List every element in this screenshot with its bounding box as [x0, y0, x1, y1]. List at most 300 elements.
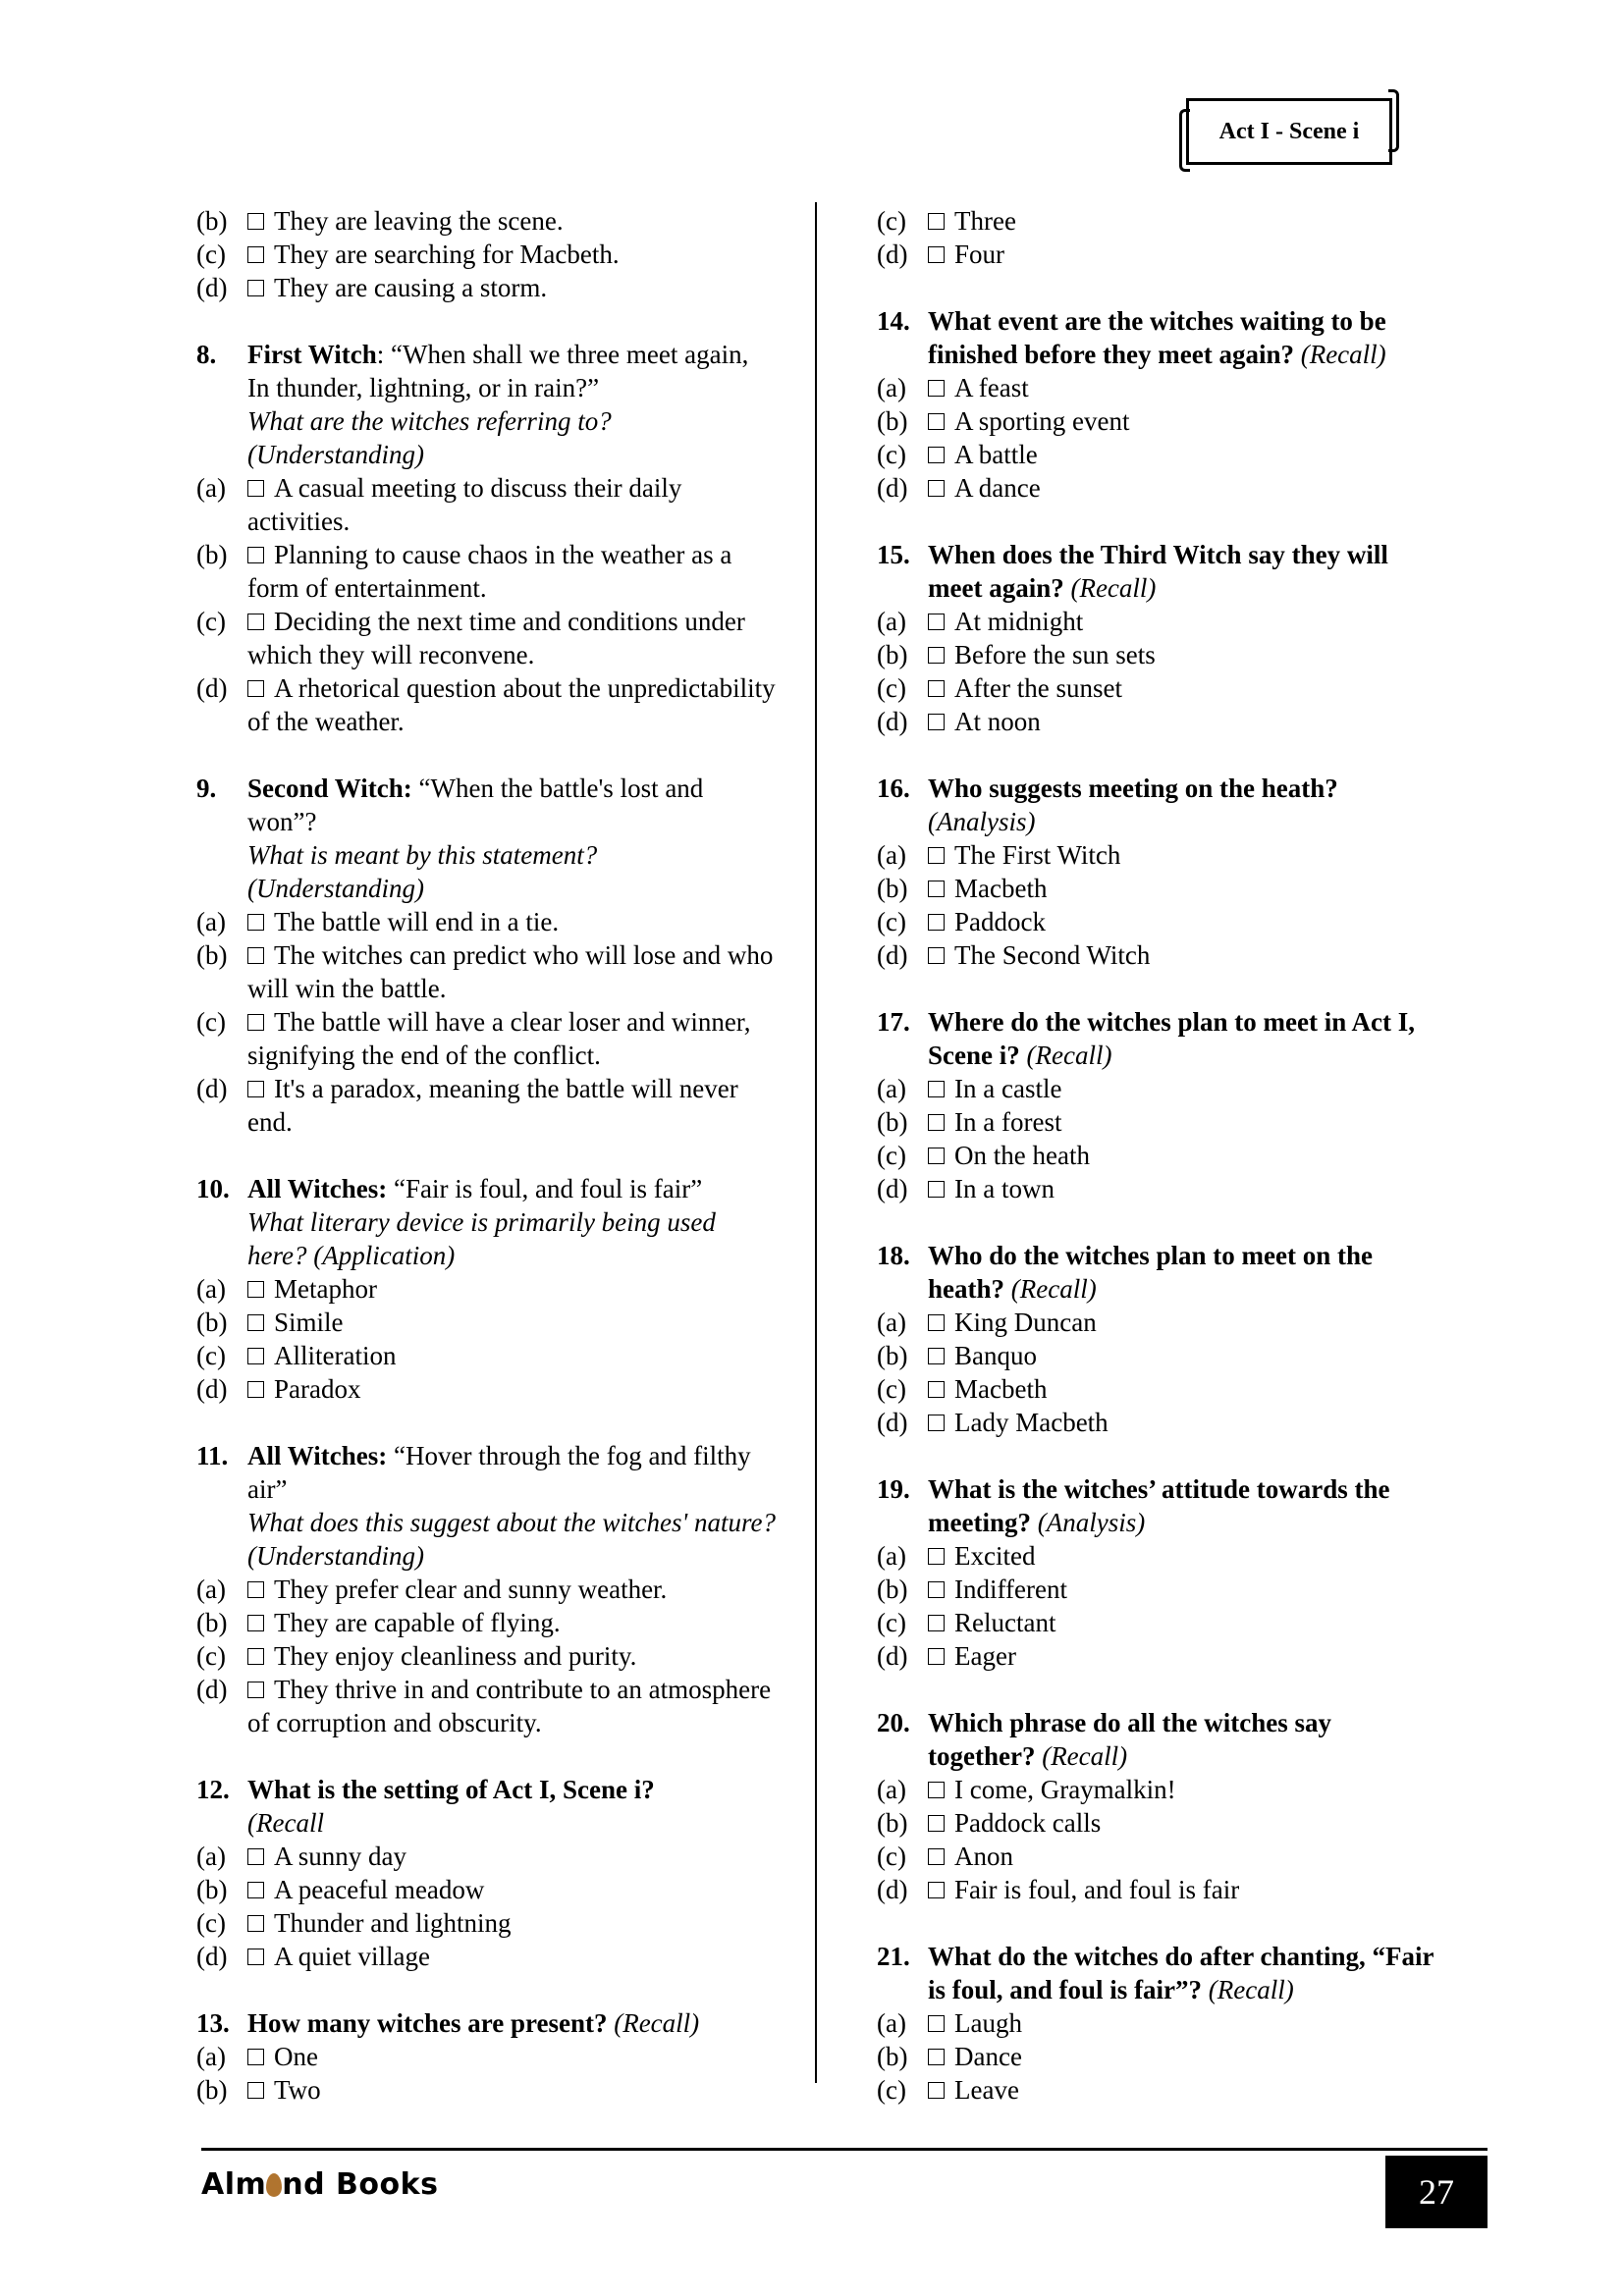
option-text: A casual meeting to discuss their daily activities.	[247, 473, 682, 536]
checkbox[interactable]	[247, 614, 264, 630]
option-text: Two	[274, 2075, 321, 2105]
option-text: Lady Macbeth	[954, 1408, 1109, 1437]
option-key: (d)	[877, 940, 908, 970]
checkbox[interactable]	[928, 680, 945, 697]
checkbox[interactable]	[247, 213, 264, 230]
answer-option	[877, 1840, 1436, 1873]
option-key: (c)	[196, 240, 226, 269]
option-text: One	[274, 2042, 318, 2071]
speaker-name: Second Witch:	[247, 774, 412, 803]
bloom-level: (Recall)	[1070, 573, 1157, 603]
answer-option	[877, 638, 1436, 671]
question-stem	[877, 1706, 1436, 1773]
option-key: (a)	[877, 1541, 906, 1571]
option-key: (a)	[877, 373, 906, 402]
checkbox[interactable]	[247, 1615, 264, 1631]
question-block	[877, 1472, 1436, 1673]
option-text: Paddock calls	[954, 1808, 1102, 1838]
option-text: Paradox	[274, 1374, 361, 1404]
brand-logo-text-2: nd Books	[282, 2167, 439, 2202]
answer-option	[877, 204, 1436, 238]
option-key: (d)	[877, 1875, 908, 1904]
answer-option	[196, 1639, 776, 1673]
checkbox[interactable]	[928, 413, 945, 430]
question-stem	[877, 538, 1436, 605]
question-number: 11.	[196, 1441, 229, 1470]
question-block	[877, 1706, 1436, 1906]
option-text: A feast	[954, 373, 1029, 402]
option-text: Fair is foul, and foul is fair	[954, 1875, 1240, 1904]
bloom-level: (Recall)	[1010, 1274, 1097, 1304]
checkbox[interactable]	[247, 2082, 264, 2099]
option-key: (c)	[877, 907, 906, 936]
answer-option	[877, 905, 1436, 938]
option-key: (c)	[877, 673, 906, 703]
option-key: (c)	[196, 1341, 226, 1370]
answer-option	[196, 1072, 776, 1139]
option-key: (b)	[877, 874, 908, 903]
question-text: Who suggests meeting on the heath?	[928, 774, 1338, 803]
option-key: (c)	[196, 1908, 226, 1938]
checkbox[interactable]	[928, 2082, 945, 2099]
option-key: (a)	[877, 840, 906, 870]
question-stem	[196, 2006, 776, 2040]
answer-option	[196, 1339, 776, 1372]
option-text: At midnight	[954, 607, 1084, 636]
option-text: Planning to cause chaos in the weather as a form of entertainment.	[247, 540, 732, 603]
option-key: (d)	[196, 1675, 228, 1704]
question-block	[877, 1940, 1436, 2107]
option-text: On the heath	[954, 1141, 1090, 1170]
bloom-level: (Analysis)	[1037, 1508, 1146, 1537]
answer-option	[877, 2006, 1436, 2040]
checkbox[interactable]	[928, 380, 945, 397]
answer-option	[877, 2040, 1436, 2073]
option-key: (c)	[877, 440, 906, 469]
answer-option	[877, 671, 1436, 705]
question-number: 19.	[877, 1474, 910, 1504]
option-text: A peaceful meadow	[274, 1875, 485, 1904]
checkbox[interactable]	[928, 1415, 945, 1431]
question-number: 15.	[877, 540, 910, 569]
checkbox[interactable]	[928, 2049, 945, 2065]
answer-option	[196, 471, 776, 538]
bloom-level: (Recall)	[1026, 1041, 1112, 1070]
answer-option	[196, 538, 776, 605]
bloom-level: (Recall)	[614, 2008, 700, 2038]
answer-option	[877, 1306, 1436, 1339]
question-text: Who do the witches plan to meet on the heath?	[928, 1241, 1373, 1304]
speaker-name: All Witches:	[247, 1174, 388, 1203]
option-key: (b)	[877, 1575, 908, 1604]
answer-option	[196, 1005, 776, 1072]
answer-option	[196, 1673, 776, 1739]
answer-option	[877, 438, 1436, 471]
option-key: (b)	[877, 1107, 908, 1137]
question-stem	[196, 338, 776, 471]
checkbox[interactable]	[247, 947, 264, 964]
question-number: 10.	[196, 1174, 230, 1203]
page-number: 27	[1419, 2172, 1454, 2212]
option-key: (a)	[196, 1274, 226, 1304]
option-text: They are leaving the scene.	[274, 206, 564, 236]
continued-options	[196, 204, 776, 304]
answer-option	[196, 2040, 776, 2073]
question-text: What do the witches do after chanting, “Fair is foul, and foul is fair”?	[928, 1942, 1434, 2004]
checkbox[interactable]	[247, 1949, 264, 1965]
left-column	[196, 204, 776, 2140]
option-key: (a)	[196, 473, 226, 503]
bloom-level: (Recall)	[1300, 340, 1386, 369]
checkbox[interactable]	[247, 1281, 264, 1298]
option-text: A sporting event	[954, 406, 1130, 436]
speaker-name: All Witches:	[247, 1441, 388, 1470]
option-text: After the sunset	[954, 673, 1122, 703]
option-text: In a castle	[954, 1074, 1062, 1103]
question-block	[196, 772, 776, 1139]
chapter-tag	[1186, 98, 1392, 165]
checkbox[interactable]	[928, 447, 945, 463]
option-key: (d)	[196, 673, 228, 703]
option-key: (d)	[196, 1942, 228, 1971]
checkbox[interactable]	[928, 480, 945, 497]
option-key: (c)	[877, 206, 906, 236]
checkbox[interactable]	[247, 914, 264, 931]
option-text: Macbeth	[954, 874, 1048, 903]
option-text: King Duncan	[954, 1308, 1097, 1337]
option-key: (c)	[877, 2075, 906, 2105]
option-key: (d)	[196, 1374, 228, 1404]
question-text: What event are the witches waiting to be finished before they meet again?	[928, 306, 1386, 369]
question-block	[196, 1439, 776, 1739]
bloom-level: (Recall)	[1042, 1741, 1128, 1771]
question-block	[877, 304, 1436, 505]
answer-option	[877, 838, 1436, 872]
checkbox[interactable]	[928, 1081, 945, 1097]
checkbox[interactable]	[928, 1815, 945, 1832]
option-key: (a)	[196, 907, 226, 936]
column-divider	[815, 202, 817, 2083]
question-stem	[196, 1172, 776, 1272]
almond-icon	[266, 2173, 282, 2197]
answer-option	[877, 1773, 1436, 1806]
answer-option	[877, 1639, 1436, 1673]
option-key: (c)	[877, 1842, 906, 1871]
option-text: Paddock	[954, 907, 1046, 936]
answer-option	[196, 1272, 776, 1306]
checkbox[interactable]	[928, 1381, 945, 1398]
checkbox[interactable]	[928, 647, 945, 664]
answer-option	[196, 1873, 776, 1906]
answer-option	[877, 1606, 1436, 1639]
option-key: (b)	[877, 406, 908, 436]
question-prompt: What does this suggest about the witches' nature? (Understanding)	[247, 1508, 776, 1571]
answer-option	[196, 938, 776, 1005]
checkbox[interactable]	[928, 1114, 945, 1131]
checkbox[interactable]	[247, 1682, 264, 1698]
option-text: A sunny day	[274, 1842, 406, 1871]
question-number: 13.	[196, 2008, 230, 2038]
option-key: (c)	[877, 1141, 906, 1170]
question-number: 21.	[877, 1942, 910, 1971]
answer-option	[877, 938, 1436, 972]
checkbox[interactable]	[247, 280, 264, 296]
answer-option	[196, 1573, 776, 1606]
question-number: 12.	[196, 1775, 230, 1804]
option-text: Banquo	[954, 1341, 1037, 1370]
answer-option	[196, 1906, 776, 1940]
option-text: They enjoy cleanliness and purity.	[274, 1641, 637, 1671]
checkbox[interactable]	[928, 1548, 945, 1565]
answer-option	[877, 1873, 1436, 1906]
checkbox[interactable]	[247, 1848, 264, 1865]
option-text: A quiet village	[274, 1942, 430, 1971]
checkbox[interactable]	[928, 714, 945, 730]
checkbox[interactable]	[928, 1314, 945, 1331]
brand-logo	[201, 2167, 438, 2202]
question-prompt: What is meant by this statement? (Understanding)	[247, 840, 598, 903]
option-key: (d)	[877, 240, 908, 269]
bloom-level: (Analysis)	[928, 807, 1036, 836]
option-key: (b)	[196, 540, 228, 569]
question-number: 17.	[877, 1007, 910, 1037]
option-key: (a)	[196, 2042, 226, 2071]
answer-option	[877, 2073, 1436, 2107]
checkbox[interactable]	[928, 914, 945, 931]
option-key: (b)	[196, 206, 228, 236]
checkbox[interactable]	[247, 1882, 264, 1898]
answer-option	[196, 238, 776, 271]
question-number: 9.	[196, 774, 217, 803]
quotation: “Hover through the fog and filthy air”	[247, 1441, 751, 1504]
quotation: “Fair is foul, and foul is fair”	[387, 1174, 703, 1203]
question-text: When does the Third Witch say they will meet again?	[928, 540, 1388, 603]
quotation: “When shall we three meet again, In thunder, lightning, or in rain?”	[247, 340, 749, 402]
checkbox[interactable]	[928, 1848, 945, 1865]
question-text: What is the witches’ attitude towards the meeting?	[928, 1474, 1390, 1537]
checkbox[interactable]	[928, 881, 945, 897]
quotation: “When the battle's lost and won”?	[247, 774, 704, 836]
checkbox[interactable]	[247, 1081, 264, 1097]
answer-option	[877, 1539, 1436, 1573]
answer-option	[877, 371, 1436, 404]
option-key: (a)	[877, 1308, 906, 1337]
option-text: They prefer clear and sunny weather.	[274, 1575, 668, 1604]
checkbox[interactable]	[928, 1581, 945, 1598]
checkbox[interactable]	[928, 847, 945, 864]
option-key: (b)	[196, 2075, 228, 2105]
option-text: Simile	[274, 1308, 344, 1337]
option-text: Dance	[954, 2042, 1022, 2071]
option-key: (a)	[196, 1575, 226, 1604]
option-text: In a forest	[954, 1107, 1062, 1137]
question-block	[196, 338, 776, 738]
checkbox[interactable]	[247, 1915, 264, 1932]
option-text: Metaphor	[274, 1274, 377, 1304]
question-stem	[196, 772, 776, 905]
option-text: A rhetorical question about the unpredictability of the weather.	[247, 673, 776, 736]
question-text: What is the setting of Act I, Scene i?	[247, 1775, 655, 1804]
option-text: Leave	[954, 2075, 1019, 2105]
checkbox[interactable]	[928, 1615, 945, 1631]
checkbox[interactable]	[928, 1148, 945, 1164]
option-text: Anon	[954, 1842, 1013, 1871]
option-text: They are capable of flying.	[274, 1608, 561, 1637]
option-text: Before the sun sets	[954, 640, 1156, 669]
option-text: A battle	[954, 440, 1038, 469]
answer-option	[877, 1139, 1436, 1172]
answer-option	[196, 2073, 776, 2107]
answer-option	[877, 238, 1436, 271]
question-stem	[877, 1005, 1436, 1072]
option-key: (c)	[877, 1374, 906, 1404]
option-text: Thunder and lightning	[274, 1908, 512, 1938]
checkbox[interactable]	[928, 213, 945, 230]
option-key: (a)	[877, 1775, 906, 1804]
option-key: (a)	[877, 1074, 906, 1103]
continued-options	[877, 204, 1436, 271]
option-text: Eager	[954, 1641, 1016, 1671]
checkbox[interactable]	[928, 1181, 945, 1198]
checkbox[interactable]	[928, 1882, 945, 1898]
option-text: The battle will have a clear loser and winner, signifying the end of the conflict.	[247, 1007, 751, 1070]
answer-option	[877, 872, 1436, 905]
question-block	[877, 772, 1436, 972]
question-stem	[196, 1439, 776, 1573]
option-key: (b)	[877, 640, 908, 669]
question-stem	[877, 1940, 1436, 2006]
checkbox[interactable]	[247, 547, 264, 563]
option-key: (d)	[196, 1074, 228, 1103]
answer-option	[196, 605, 776, 671]
answer-option	[196, 204, 776, 238]
question-stem	[196, 1773, 776, 1840]
question-stem	[877, 304, 1436, 371]
option-text: The Second Witch	[954, 940, 1151, 970]
option-text: Excited	[954, 1541, 1036, 1571]
question-block	[877, 1239, 1436, 1439]
option-key: (a)	[877, 2008, 906, 2038]
checkbox[interactable]	[247, 1648, 264, 1665]
checkbox[interactable]	[928, 947, 945, 964]
page-number-box	[1385, 2156, 1488, 2228]
answer-option	[196, 1606, 776, 1639]
checkbox[interactable]	[247, 480, 264, 497]
option-text: They are causing a storm.	[274, 273, 548, 302]
answer-option	[877, 1372, 1436, 1406]
checkbox[interactable]	[247, 246, 264, 263]
option-text: The witches can predict who will lose and who will win the battle.	[247, 940, 774, 1003]
question-text: Which phrase do all the witches say together?	[928, 1708, 1332, 1771]
question-number: 16.	[877, 774, 910, 803]
option-text: Three	[954, 206, 1016, 236]
option-text: It's a paradox, meaning the battle will never end.	[247, 1074, 738, 1137]
checkbox[interactable]	[928, 614, 945, 630]
option-key: (b)	[196, 940, 228, 970]
question-number: 20.	[877, 1708, 910, 1737]
answer-option	[877, 1406, 1436, 1439]
option-text: A dance	[954, 473, 1041, 503]
bloom-level: (Recall)	[1208, 1975, 1294, 2004]
option-key: (b)	[877, 2042, 908, 2071]
checkbox[interactable]	[247, 1014, 264, 1031]
option-key: (b)	[877, 1808, 908, 1838]
footer-rule	[201, 2148, 1488, 2151]
option-text: They are searching for Macbeth.	[274, 240, 620, 269]
option-key: (b)	[196, 1875, 228, 1904]
question-block	[196, 2006, 776, 2107]
checkbox[interactable]	[928, 1782, 945, 1798]
answer-option	[877, 605, 1436, 638]
answer-option	[877, 1806, 1436, 1840]
question-block	[877, 1005, 1436, 1205]
option-key: (b)	[877, 1341, 908, 1370]
option-text: At noon	[954, 707, 1041, 736]
answer-option	[196, 671, 776, 738]
question-block	[196, 1172, 776, 1406]
answer-option	[196, 271, 776, 304]
checkbox[interactable]	[247, 1314, 264, 1331]
option-text: Alliteration	[274, 1341, 397, 1370]
speaker-separator: :	[376, 340, 385, 369]
option-text: Reluctant	[954, 1608, 1056, 1637]
option-text: They thrive in and contribute to an atmosphere of corruption and obscurity.	[247, 1675, 772, 1737]
answer-option	[196, 1306, 776, 1339]
question-text: How many witches are present?	[247, 2008, 608, 2038]
answer-option	[877, 1105, 1436, 1139]
answer-option	[877, 471, 1436, 505]
question-number: 14.	[877, 306, 910, 336]
option-key: (d)	[877, 1174, 908, 1203]
question-stem	[877, 1472, 1436, 1539]
option-text: Laugh	[954, 2008, 1022, 2038]
answer-option	[877, 404, 1436, 438]
option-key: (c)	[196, 1007, 226, 1037]
answer-option	[877, 1339, 1436, 1372]
checkbox[interactable]	[247, 1348, 264, 1364]
checkbox[interactable]	[247, 2049, 264, 2065]
question-number: 8.	[196, 340, 217, 369]
answer-option	[196, 1940, 776, 1973]
answer-option	[877, 1172, 1436, 1205]
checkbox[interactable]	[928, 1348, 945, 1364]
option-text: Four	[954, 240, 1005, 269]
option-key: (b)	[196, 1308, 228, 1337]
checkbox[interactable]	[247, 1381, 264, 1398]
checkbox[interactable]	[247, 680, 264, 697]
option-key: (a)	[877, 607, 906, 636]
checkbox[interactable]	[928, 1648, 945, 1665]
option-key: (c)	[196, 1641, 226, 1671]
option-key: (d)	[877, 1641, 908, 1671]
question-stem	[877, 772, 1436, 838]
option-text: In a town	[954, 1174, 1055, 1203]
checkbox[interactable]	[928, 246, 945, 263]
checkbox[interactable]	[928, 2015, 945, 2032]
brand-logo-text-1: Alm	[201, 2167, 267, 2202]
speaker-name: First Witch	[247, 340, 377, 369]
answer-option	[877, 1573, 1436, 1606]
option-key: (d)	[877, 473, 908, 503]
question-prompt: What literary device is primarily being used here? (Application)	[247, 1207, 716, 1270]
option-text: The battle will end in a tie.	[274, 907, 560, 936]
checkbox[interactable]	[247, 1581, 264, 1598]
option-text: Indifferent	[954, 1575, 1067, 1604]
right-column	[877, 204, 1436, 2140]
question-prompt: What are the witches referring to? (Understanding)	[247, 406, 612, 469]
option-key: (d)	[877, 1408, 908, 1437]
option-text: Macbeth	[954, 1374, 1048, 1404]
